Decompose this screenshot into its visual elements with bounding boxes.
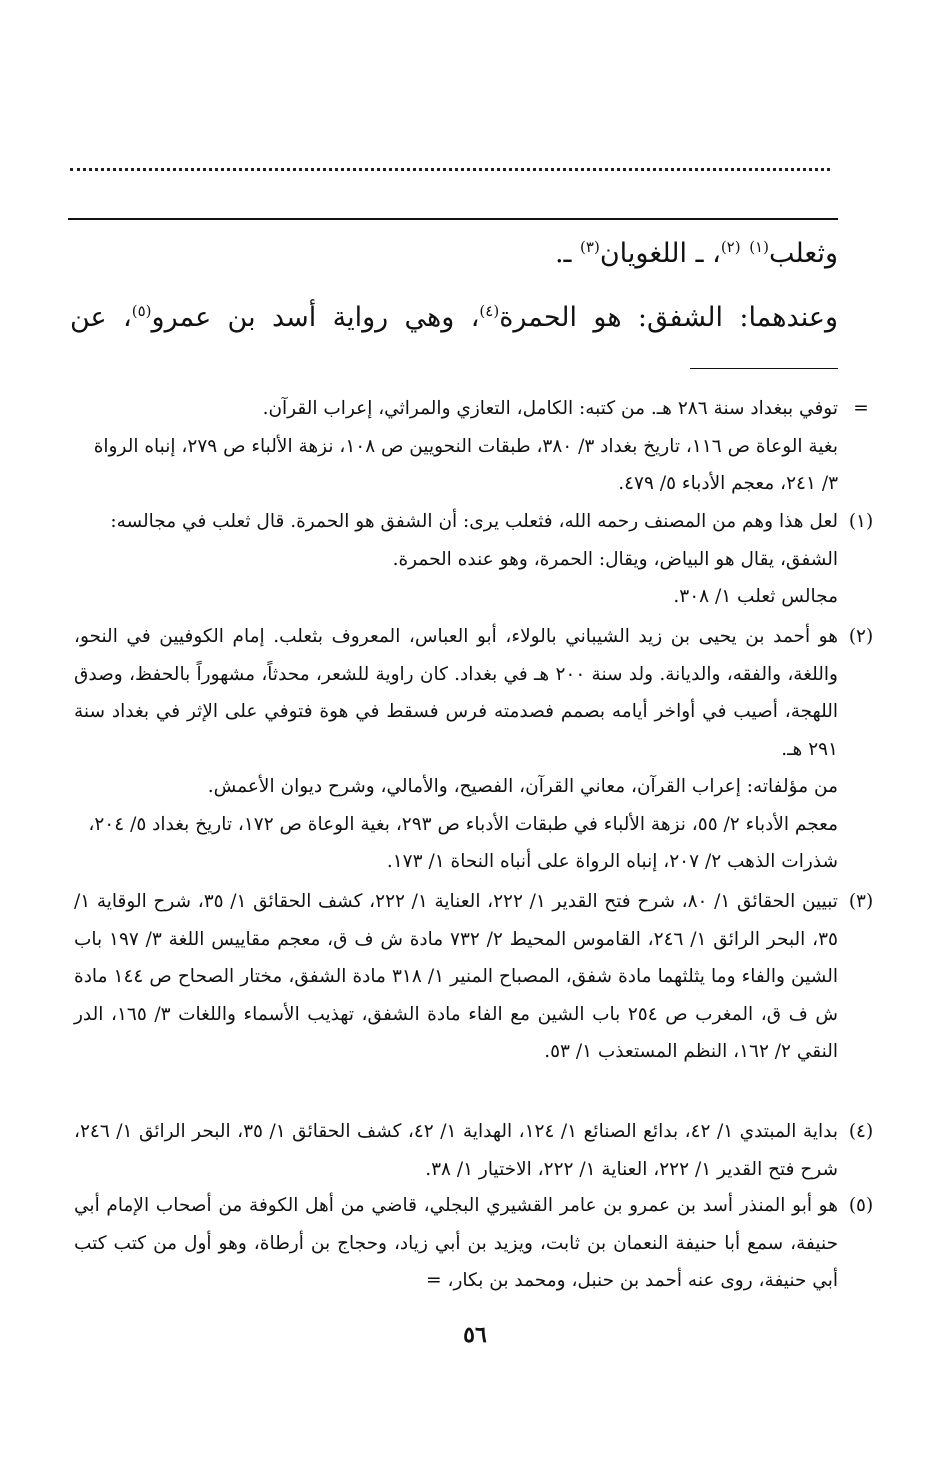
main-text: ـ. [554,238,581,269]
footnote-ref-5[interactable]: (٥) [131,302,152,320]
footnote-text: بداية المبتدي ١/ ٤٢، بدائع الصنائع ١/ ١٢٤، الهداية ١/ ٤٢، كشف الحقائق ١/ ٣٥، البحر الرائق ١/ ٢٤٦، شرح فتح القدير ١/ ٢٢٢، العناية ١/ ٢٢٢، الاختيار ١/ ٣٨. [74,1121,838,1180]
footnote-number: (٣) [848,891,874,912]
main-text-line-2 [70,302,838,333]
footnote-text: معجم الأدباء ٢/ ٥٥، نزهة الألباء في طبقات الأدباء ص ٢٩٣، بغية الوعاة ص ١٧٢، تاريخ بغداد ٥/ ٢٠٤، شذرات الذهب ٢/ ٢٠٧، إنباه الرواة على أنباه النحاة ١/ ١٧٣. [88,813,838,872]
footnote-text: لعل هذا وهم من المصنف رحمه الله، فثعلب يرى: أن الشفق هو الحمرة. قال ثعلب في مجالسه: الشفق، يقال هو البياض، ويقال: الحمرة، وهو عنده الحمرة. [110,511,838,570]
main-text: وثعلب [768,238,838,269]
footnote-4 [74,1113,874,1188]
footnote-rule [690,368,838,369]
main-text: ، ـ اللغويان [599,238,721,269]
footnote-number: (٤) [848,1121,874,1142]
main-text: ، وهي رواية أسد بن عمرو [151,302,480,333]
footnote-5 [74,1187,874,1300]
main-text-line-1 [555,238,838,269]
main-text: ، عن [70,302,132,333]
footnote-ref-2[interactable]: (٢) [720,238,741,256]
footnote-2 [74,618,874,881]
footnote-number: (٥) [848,1195,874,1216]
footnote-number: (١) [848,511,874,532]
footnote-continuation [74,390,869,503]
footnote-text: هو أحمد بن يحيى بن زيد الشيباني بالولاء، أبو العباس، المعروف بثعلب. إمام الكوفيين في النحو، واللغة، والفقه، والديانة. ولد سنة ٢٠٠ هـ في بغداد. كان راوية للشعر، محدثاً، مشهوراً بالحفظ، وصدق اللهجة، أصيب في أواخر أيامه بصمم فصدمته فرس فسقط في هوة فتوفي على الإثر في بغداد سنة ٢٩١ هـ. [74,626,838,760]
main-text: وعندهما: الشفق: هو الحمرة [499,302,839,333]
footnote-text: هو أبو المنذر أسد بن عمرو بن عامر القشيري البجلي، قاضي من أهل الكوفة من أصحاب الإمام أبي حنيفة، سمع أبا حنيفة النعمان بن ثابت، ويزيد بن أبي زياد، وحجاج بن أرطاة، وهو أول من كتب كتب أبي حنيفة، روى عنه أحمد بن حنبل، ومحمد بن بكار، = [74,1195,838,1291]
footnote-number: (٢) [848,626,874,647]
footnote-text: بغية الوعاة ص ١١٦، تاريخ بغداد ٣/ ٣٨٠، طبقات النحويين ص ١٠٨، نزهة الألباء ص ٢٧٩، إنباه الرواة ٣/ ٢٤١، معجم الأدباء ٥/ ٤٧٩. [93,435,838,494]
footnote-text: توفي ببغداد سنة ٢٨٦ هـ. من كتبه: الكامل، التعازي والمراثي، إعراب القرآن. [262,398,838,419]
footnote-text: من مؤلفاته: إعراب القرآن، معاني القرآن، الفصيح، والأمالي، وشرح ديوان الأعمش. [207,776,838,797]
footnote-text: مجالس ثعلب ١/ ٣٠٨. [673,586,838,607]
header-rule [68,218,838,220]
footnote-ref-4[interactable]: (٤) [479,302,500,320]
page-number: ٥٦ [463,1322,487,1348]
footnote-text: تبيين الحقائق ١/ ٨٠، شرح فتح القدير ١/ ٢٢٢، العناية ١/ ٢٢٢، كشف الحقائق ١/ ٣٥، شرح الوقاية ١/ ٣٥، البحر الرائق ١/ ٢٤٦، القاموس المحيط ٢/ ٧٣٢ مادة ش ف ق، معجم مقاييس اللغة ٣/ ١٩٧ باب الشين والفاء وما يثلثهما مادة شفق، المصباح المنير ١/ ٣١٨ مادة الشفق، مختار الصحاح ص ١٤٤ مادة ش ف ق، المغرب ص ٢٥٤ باب الشين مع الفاء مادة الشفق، تهذيب الأسماء واللغات ٣/ ١٦٥، الدر النقي ٢/ ١٦٢، النظم المستعذب ١/ ٥٣. [74,891,838,1062]
footnote-1 [74,503,874,616]
continuation-marker: = [853,398,869,419]
dotted-separator [70,168,830,171]
footnote-3 [74,883,874,1071]
footnote-ref-1[interactable]: (١) [749,238,769,256]
footnote-ref-3[interactable]: (٣) [580,238,600,256]
